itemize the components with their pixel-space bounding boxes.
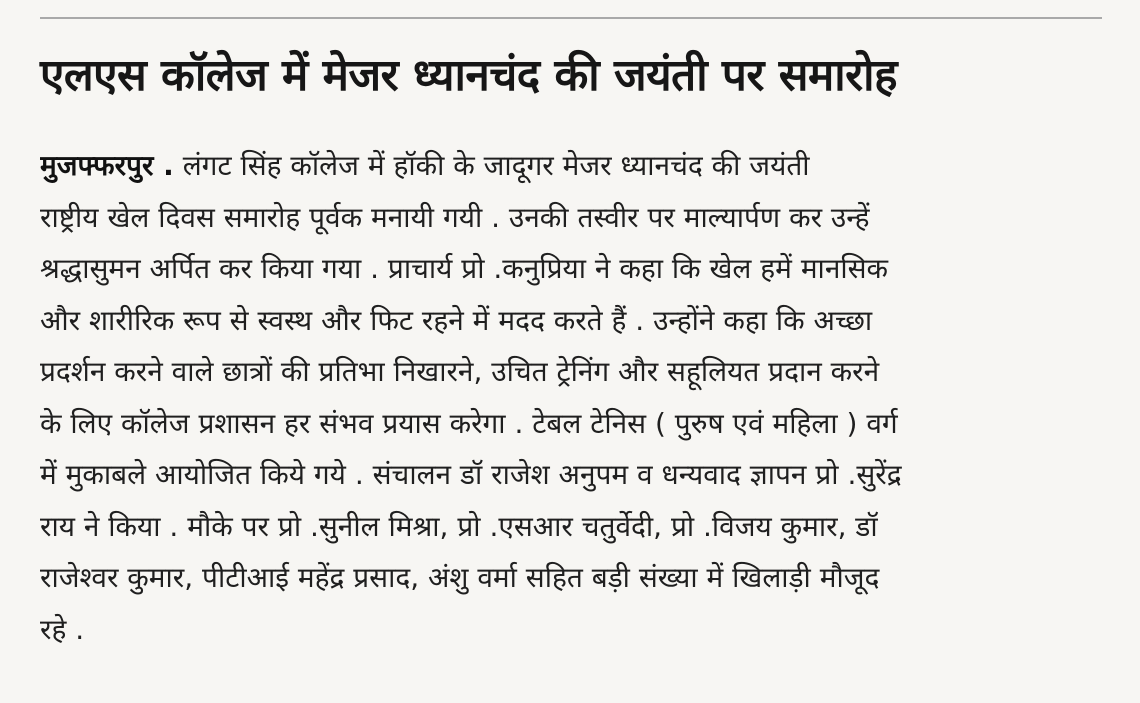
column-divider <box>40 17 1102 19</box>
body-line-3: श्रद्धासुमन अर्पित कर किया गया . प्राचार्य प्रो .कनुप्रिया ने कहा कि खेल हमें मानसिक <box>40 252 889 285</box>
dateline: मुजफ्फरपुर . <box>40 149 174 182</box>
body-line-5: प्रदर्शन करने वाले छात्रों की प्रतिभा निखारने, उचित ट्रेनिंग और सहूलियत प्रदान करने <box>40 355 880 388</box>
body-line-1 <box>40 140 1102 192</box>
article-headline: एलएस कॉलेज में मेजर ध्यानचंद की जयंती पर समारोह <box>40 50 897 101</box>
body-line-6: के लिए कॉलेज प्रशासन हर संभव प्रयास करेगा . टेबल टेनिस ( पुरुष एवं महिला ) वर्ग <box>40 406 898 440</box>
body-line-4: और शारीरिक रूप से स्वस्थ और फिट रहने में मदद करते हैं . उन्होंने कहा कि अच्छा <box>40 303 873 337</box>
body-line-7: में मुकाबले आयोजित किये गये . संचालन डॉ राजेश अनुपम व धन्यवाद ज्ञापन प्रो .सुरेंद्र <box>40 458 902 491</box>
body-line-2: राष्ट्रीय खेल दिवस समारोह पूर्वक मनायी गयी . उनकी तस्वीर पर माल्यार्पण कर उन्हें <box>40 200 870 234</box>
body-line-1-text: लंगट सिंह कॉलेज में हॉकी के जादूगर मेजर ध्यानचंद की जयंती <box>173 149 810 182</box>
body-line-8: राय ने किया . मौके पर प्रो .सुनील मिश्रा, प्रो .एसआर चतुर्वेदी, प्रो .विजय कुमार, डॉ <box>40 509 878 543</box>
body-line-9: राजेश्वर कुमार, पीटीआई महेंद्र प्रसाद, अंशु वर्मा सहित बड़ी संख्या में खिलाड़ी मौजूद <box>40 561 880 594</box>
body-line-10: रहे . <box>40 612 85 646</box>
cropped-previous-line <box>0 0 1140 12</box>
article-body <box>40 140 1102 655</box>
